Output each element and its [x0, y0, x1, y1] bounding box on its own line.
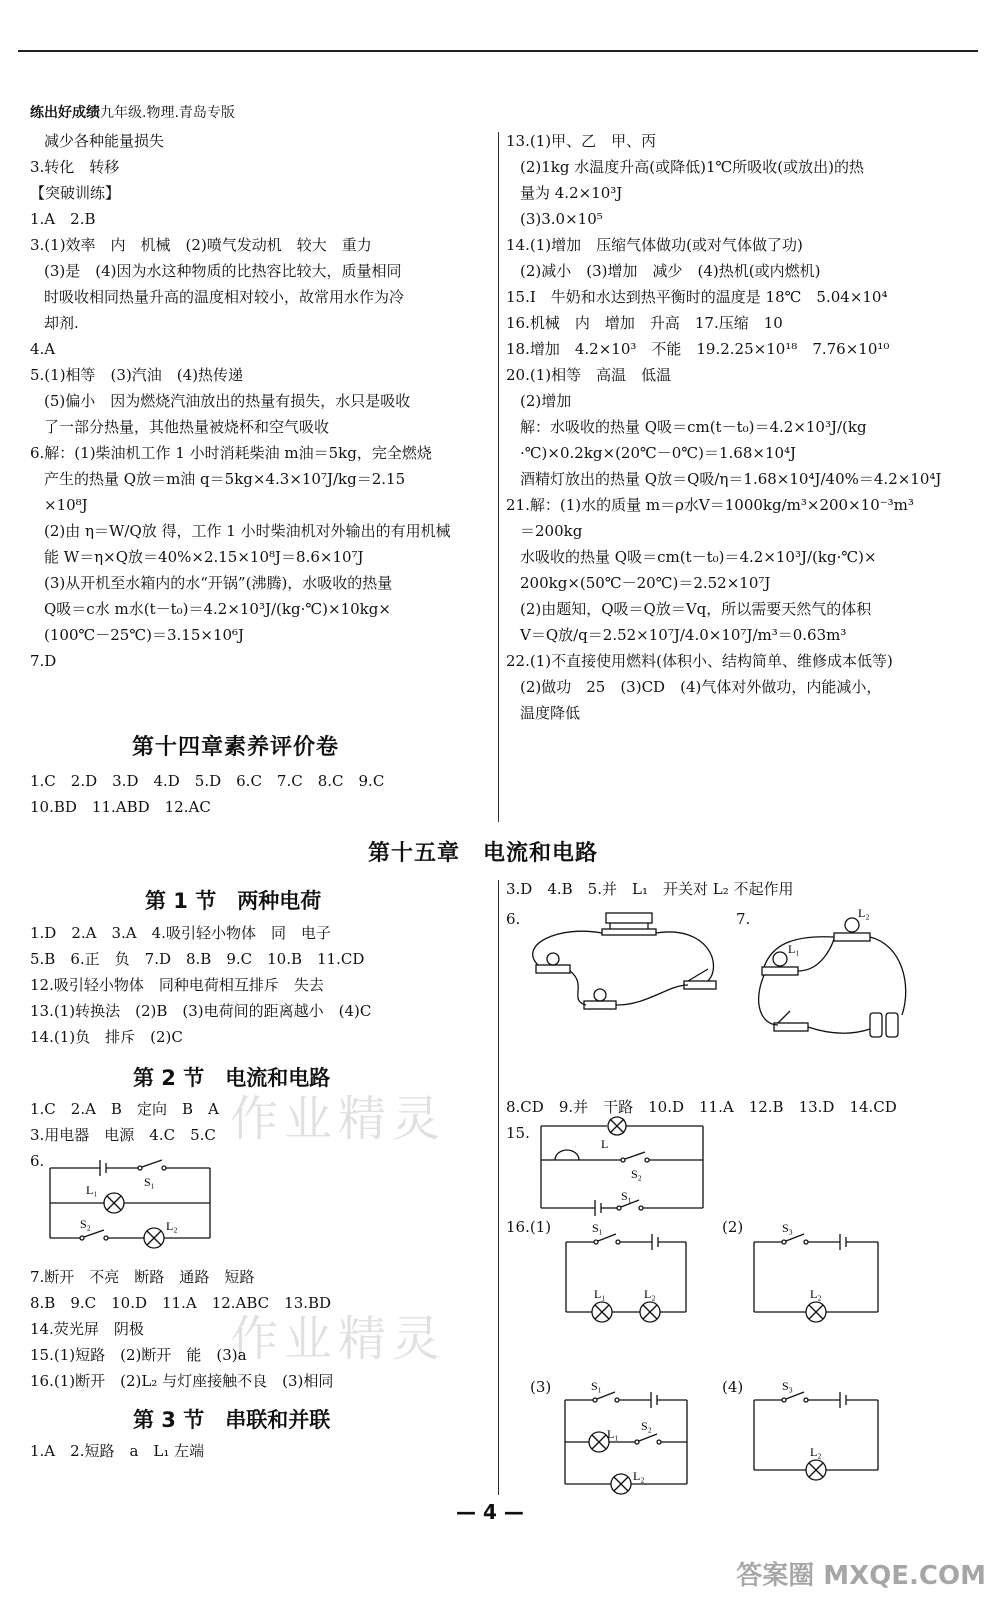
answer-line: 20.(1)相等 高温 低温	[506, 366, 672, 384]
answer-line: ×10⁸J	[44, 496, 88, 514]
circuit-diagram-q16-4	[748, 1380, 888, 1490]
answer-line: 14.荧光屏 阴极	[30, 1320, 144, 1338]
q16-1-label: 16.(1)	[506, 1218, 552, 1236]
answer-line: 21.解：(1)水的质量 m＝ρ水V＝1000kg/m³×200×10⁻³m³	[506, 496, 914, 514]
section1-answers	[30, 920, 371, 1050]
label-l1: L₁	[607, 1427, 619, 1441]
watermark: 作业精灵	[230, 1311, 447, 1367]
answer-line: 量为 4.2×10³J	[520, 184, 623, 202]
answer-line: 12.吸引轻小物体 同种电荷相互排斥 失去	[30, 976, 324, 994]
answer-line: 15.Ⅰ 牛奶和水达到热平衡时的温度是 18℃ 5.04×10⁴	[506, 288, 888, 306]
q16-2-label: (2)	[722, 1218, 744, 1236]
answer-line: (2)由题知，Q吸＝Q放＝Vq，所以需要天然气的体积	[520, 600, 872, 618]
answer-line: 5.B 6.正 负 7.D 8.B 9.C 10.B 11.CD	[30, 950, 365, 968]
answer-line: (3)从开机至水箱内的水“开锅”(沸腾)，水吸收的热量	[44, 574, 393, 592]
label-s3: S₃	[782, 1380, 793, 1393]
answer-line: 7.D	[30, 652, 57, 670]
answer-line: 3.(1)效率 内 机械 (2)喷气发动机 较大 重力	[30, 236, 372, 254]
page-number: — 4 —	[456, 1500, 524, 1524]
answer-line: 【突破训练】	[30, 184, 121, 202]
label-s1: S₁	[592, 1222, 603, 1235]
column-divider-bottom	[498, 880, 499, 1495]
watermark: 作业精灵	[230, 1091, 447, 1147]
answer-line: (100℃－25℃)＝3.15×10⁶J	[44, 626, 245, 644]
chapter15-title: 第十五章 电流和电路	[368, 841, 599, 866]
label-l1: L₁	[594, 1287, 606, 1301]
answer-line: 1.D 2.A 3.A 4.吸引轻小物体 同 电子	[30, 924, 331, 942]
answer-line: (3)是 (4)因为水这种物质的比热容比较大，质量相同	[44, 262, 402, 280]
label-s3: S₃	[782, 1222, 793, 1235]
q15-label: 15.	[506, 1124, 530, 1142]
column-divider-top	[498, 132, 499, 822]
label-l: L	[601, 1137, 609, 1151]
circuit-diagram-q6	[40, 1158, 220, 1258]
answer-line: ＝200kg	[520, 522, 583, 540]
q16-3-label: (3)	[530, 1378, 552, 1396]
label-l2: L₂	[633, 1469, 645, 1483]
section3-title: 第 3 节 串联和并联	[133, 1408, 331, 1432]
q6-label: 6.	[506, 910, 521, 928]
label-l2: L₂	[858, 906, 870, 920]
right-column-answers	[506, 128, 941, 726]
header-subtitle: 九年级.物理.青岛专版	[100, 105, 235, 121]
answer-line: 1.C 2.A B 定向 B A	[30, 1100, 219, 1118]
header-brand: 练出好成绩	[30, 105, 100, 121]
answer-line: 了一部分热量，其他热量被烧杯和空气吸收	[44, 418, 330, 436]
answer-line: 能 W＝η×Q放＝40%×2.15×10⁸J＝8.6×10⁷J	[44, 548, 364, 566]
answer-line: (5)偏小 因为燃烧汽油放出的热量有损失，水只是吸收	[44, 392, 411, 410]
label-l1: L₁	[788, 942, 800, 956]
physical-circuit-q7	[752, 905, 922, 1045]
circuit-diagram-q16-1	[560, 1222, 700, 1332]
answer-line: 18.增加 4.2×10³ 不能 19.2.25×10¹⁸ 7.76×10¹⁰	[506, 340, 890, 358]
answer-line: 14.(1)增加 压缩气体做功(或对气体做了功)	[506, 236, 803, 254]
answer-line: ·℃)×0.2kg×(20℃－0℃)＝1.68×10⁴J	[520, 444, 797, 462]
section1-title: 第 1 节 两种电荷	[145, 889, 322, 913]
answer-line: 却剂.	[44, 314, 79, 332]
label-s2: S₂	[631, 1167, 642, 1181]
left-column-answers	[30, 128, 451, 674]
answer-line: V＝Q放/q＝2.52×10⁷J/4.0×10⁷J/m³＝0.63m³	[520, 626, 847, 644]
q16-4-label: (4)	[722, 1378, 744, 1396]
answer-line: 6.解：(1)柴油机工作 1 小时消耗柴油 m油＝5kg，完全燃烧	[30, 444, 432, 462]
answer-line: 酒精灯放出的热量 Q放＝Q吸/η＝1.68×10⁴J/40%＝4.2×10⁴J	[520, 470, 942, 488]
site-logo: 答案圈 MXQE.COM	[736, 1561, 986, 1591]
label-s1: S₁	[144, 1175, 155, 1189]
section3-answers	[30, 1438, 204, 1464]
answer-line: 3.D 4.B 5.并 L₁ 开关对 L₂ 不起作用	[506, 880, 794, 898]
circuit-diagram-q15	[535, 1116, 715, 1216]
label-s1: S₁	[591, 1380, 602, 1393]
label-s2: S₂	[641, 1419, 652, 1433]
answer-line: 减少各种能量损失	[44, 132, 165, 150]
answer-line: 13.(1)甲、乙 甲、丙	[506, 132, 657, 150]
answer-line: (2)由 η＝W/Q放 得，工作 1 小时柴油机对外输出的有用机械	[44, 522, 451, 540]
q7-label: 7.	[736, 910, 751, 928]
section2-title: 第 2 节 电流和电路	[133, 1066, 331, 1090]
label-l1: L₁	[86, 1183, 98, 1197]
answer-line: 1.A 2.短路 a L₁ 左端	[30, 1442, 205, 1460]
label-s1: S₁	[621, 1189, 632, 1203]
answer-line: 16.(1)断开 (2)L₂ 与灯座接触不良 (3)相同	[30, 1372, 334, 1390]
label-s2: S₂	[80, 1217, 91, 1231]
answer-line: (2)1kg 水温度升高(或降低)1℃所吸收(或放出)的热	[520, 158, 864, 176]
answer-line: 16.机械 内 增加 升高 17.压缩 10	[506, 314, 783, 332]
answer-line: 8.B 9.C 10.D 11.A 12.ABC 13.BD	[30, 1294, 332, 1312]
physical-circuit-q6	[518, 905, 728, 1020]
running-header	[30, 102, 235, 122]
label-l2: L₂	[810, 1445, 822, 1459]
label-l2: L₂	[166, 1219, 178, 1233]
answer-line: (3)3.0×10⁵	[520, 210, 603, 228]
chapter14-answers	[30, 768, 384, 820]
answer-line: 温度降低	[520, 704, 581, 722]
answer-line: 200kg×(50℃－20℃)＝2.52×10⁷J	[520, 574, 771, 592]
answer-line: (2)减小 (3)增加 减少 (4)热机(或内燃机)	[520, 262, 821, 280]
answer-line: 3.转化 转移	[30, 158, 120, 176]
answer-line: 22.(1)不直接使用燃料(体积小、结构简单、维修成本低等)	[506, 652, 893, 670]
chapter14-title: 第十四章素养评价卷	[132, 735, 340, 760]
answer-line: 时吸收相同热量升高的温度相对较小，故常用水作为冷	[44, 288, 405, 306]
answer-line: 13.(1)转换法 (2)B (3)电荷间的距离越小 (4)C	[30, 1002, 372, 1020]
answer-line: 产生的热量 Q放＝m油 q＝5kg×4.3×10⁷J/kg＝2.15	[44, 470, 406, 488]
answer-line: (2)做功 25 (3)CD (4)气体对外做功，内能减小，	[520, 678, 882, 696]
answer-line: 7.断开 不亮 断路 通路 短路	[30, 1268, 255, 1286]
circuit-diagram-q16-3	[555, 1380, 705, 1496]
answer-line: 1.C 2.D 3.D 4.D 5.D 6.C 7.C 8.C 9.C	[30, 772, 385, 790]
answer-line: 15.(1)短路 (2)断开 能 (3)a	[30, 1346, 247, 1364]
label-l2: L₂	[644, 1287, 656, 1301]
label-l2: L₂	[810, 1287, 822, 1301]
right-bottom-answers	[506, 876, 793, 902]
answer-line: 5.(1)相等 (3)汽油 (4)热传递	[30, 366, 244, 384]
answer-line: 水吸收的热量 Q吸＝cm(t－t₀)＝4.2×10³J/(kg·℃)×	[520, 548, 877, 566]
answer-line: 6.	[30, 1152, 45, 1170]
answer-line: 3.用电器 电源 4.C 5.C	[30, 1126, 216, 1144]
top-rule	[18, 50, 978, 52]
answer-line: 4.A	[30, 340, 56, 358]
answer-line: 10.BD 11.ABD 12.AC	[30, 798, 211, 816]
answer-line: 14.(1)负 排斥 (2)C	[30, 1028, 183, 1046]
answer-line: (2)增加	[520, 392, 572, 410]
answer-line: 1.A 2.B	[30, 210, 96, 228]
answer-line: 解：水吸收的热量 Q吸＝cm(t－t₀)＝4.2×10³J/(kg	[520, 418, 867, 436]
answer-line: Q吸＝c水 m水(t－t₀)＝4.2×10³J/(kg·℃)×10kg×	[44, 600, 391, 618]
answer-line: 8.CD 9.并 干路 10.D 11.A 12.B 13.D 14.CD	[506, 1098, 897, 1116]
circuit-diagram-q16-2	[748, 1222, 888, 1332]
